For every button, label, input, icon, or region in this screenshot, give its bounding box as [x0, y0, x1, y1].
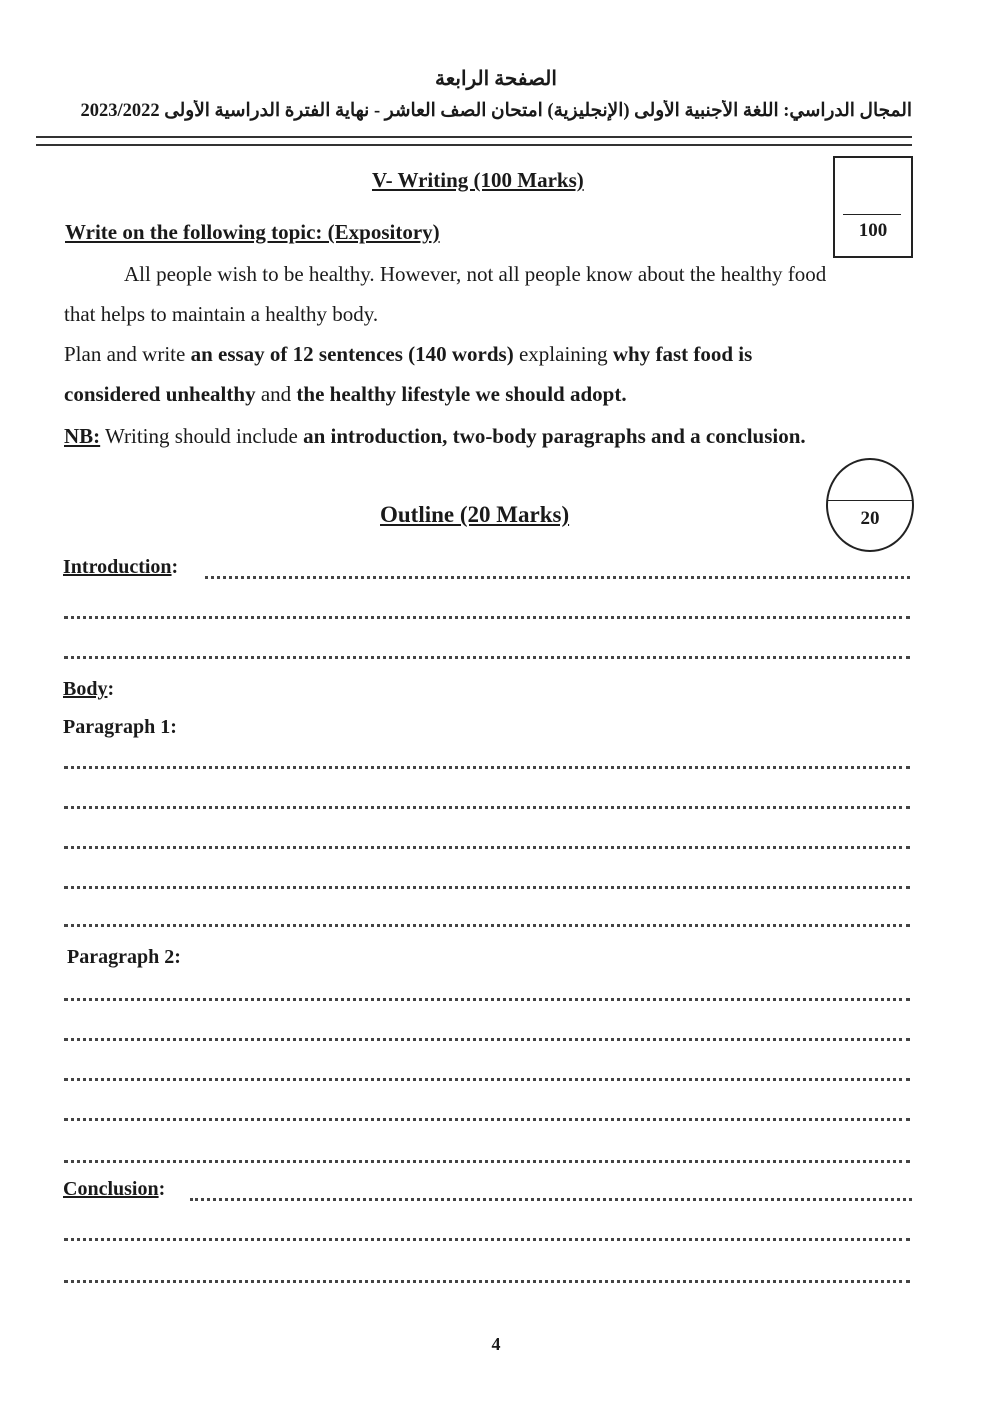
paragraph-2-label: Paragraph 2: [67, 946, 181, 968]
conclusion-label [63, 1178, 165, 1201]
page-number: 4 [491, 1334, 501, 1354]
writing-section-title: V- Writing (100 Marks) [372, 168, 584, 192]
nb-label: NB: [64, 424, 101, 448]
score-divider [843, 214, 901, 215]
introduction-label [63, 556, 178, 579]
nb-bold: an introduction, two-body paragraphs and a conclusion. [303, 424, 806, 448]
exam-header-arabic: المجال الدراسي: اللغة الأجنبية الأولى (الإنجليزية) امتحان الصف العاشر - نهاية الفترة الدراسية الأولى 2023/2022 [80, 101, 912, 121]
paragraph-1-line-2[interactable] [64, 806, 910, 809]
conclusion-line-3[interactable] [64, 1280, 910, 1283]
introduction-colon: : [171, 556, 179, 578]
nb-line [64, 424, 806, 449]
plan-line-1 [64, 342, 752, 367]
writing-score-box [833, 156, 913, 258]
outline-title: Outline (20 Marks) [380, 502, 570, 527]
conclusion-colon: : [158, 1178, 166, 1200]
plan-text-1: Plan and write [64, 342, 191, 366]
body-label-text: Body [63, 678, 108, 700]
paragraph-1-line-4[interactable] [64, 886, 910, 889]
prompt-line-2: that helps to maintain a healthy body. [64, 302, 379, 326]
plan-bold-3: considered unhealthy [64, 382, 256, 406]
prompt-line-1: All people wish to be healthy. However, not all people know about the healthy food [124, 262, 827, 286]
conclusion-label-text: Conclusion [63, 1178, 159, 1200]
introduction-label-text: Introduction [63, 556, 172, 578]
paragraph-1-label: Paragraph 1: [63, 716, 177, 738]
body-label [63, 678, 114, 701]
page-label-arabic: الصفحة الرابعة [435, 68, 557, 90]
plan-text-2: explaining [513, 342, 613, 366]
paragraph-1-line-5[interactable] [64, 924, 910, 927]
conclusion-line-1[interactable] [190, 1198, 912, 1201]
paragraph-2-line-5[interactable] [64, 1160, 910, 1163]
introduction-line-2[interactable] [64, 616, 910, 619]
header-double-rule [36, 136, 912, 146]
plan-bold-4: the healthy lifestyle we should adopt. [296, 382, 627, 406]
paragraph-2-line-3[interactable] [64, 1078, 910, 1081]
paragraph-1-line-3[interactable] [64, 846, 910, 849]
body-colon: : [107, 678, 115, 700]
outline-score-circle [826, 458, 914, 552]
nb-text: Writing should include [100, 424, 304, 448]
conclusion-line-2[interactable] [64, 1238, 910, 1241]
introduction-line-1[interactable] [205, 576, 910, 579]
writing-instruction: Write on the following topic: (Expository) [65, 220, 440, 244]
paragraph-2-line-2[interactable] [64, 1038, 910, 1041]
plan-bold-1: an essay of 12 sentences (140 words) [190, 342, 514, 366]
outline-score-total: 20 [860, 508, 880, 529]
plan-bold-2: why fast food is [612, 342, 753, 366]
plan-line-2 [64, 382, 627, 407]
paragraph-1-line-1[interactable] [64, 766, 910, 769]
writing-score-total: 100 [858, 220, 888, 241]
introduction-line-3[interactable] [64, 656, 910, 659]
paragraph-2-line-4[interactable] [64, 1118, 910, 1121]
plan-text-3: and [255, 382, 297, 406]
paragraph-2-line-1[interactable] [64, 998, 910, 1001]
circle-divider [828, 500, 912, 501]
